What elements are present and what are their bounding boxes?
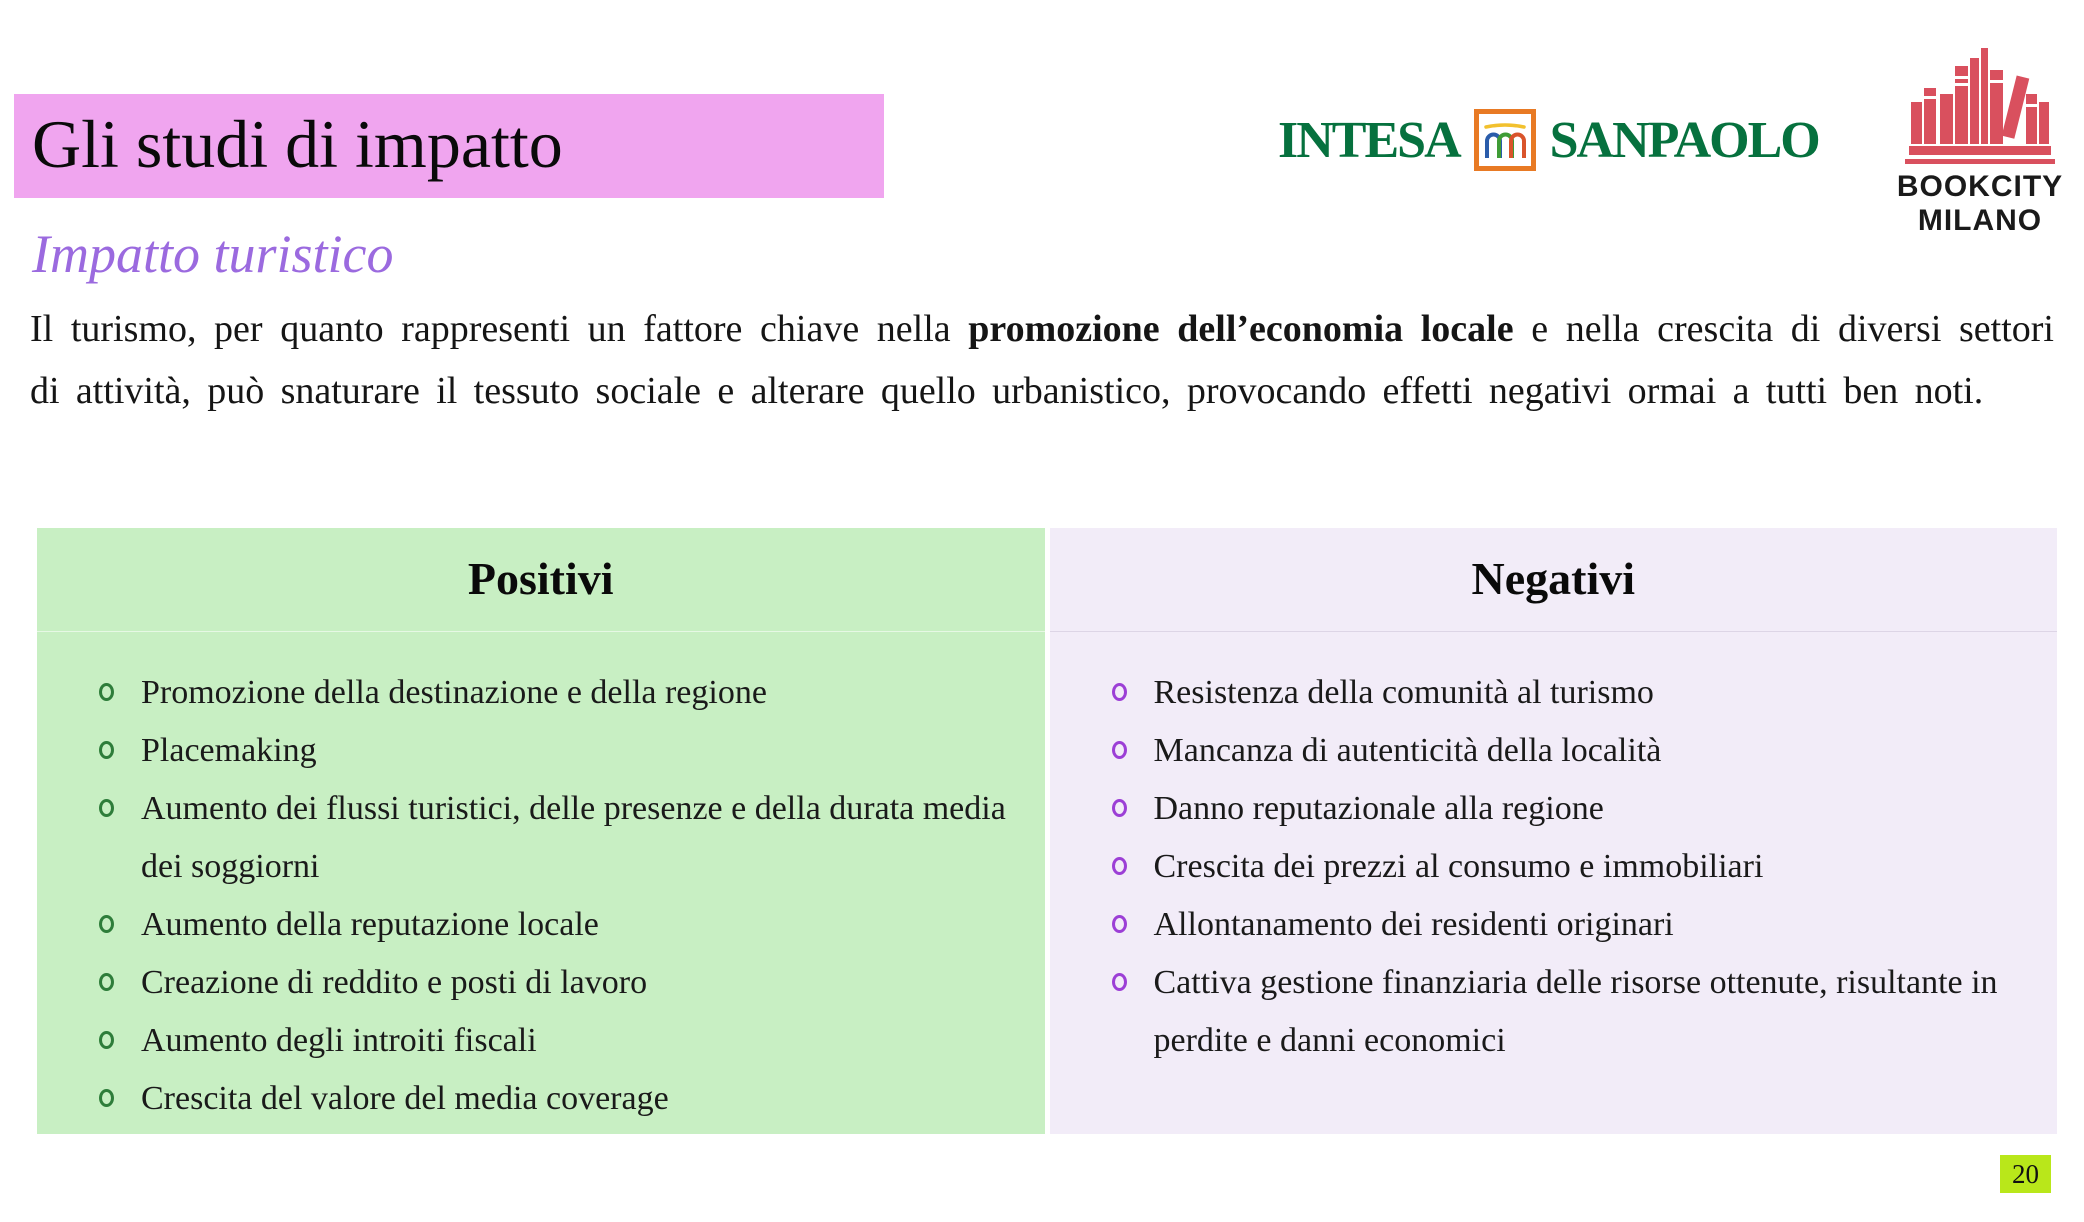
circle-bullet-icon: [1112, 741, 1127, 759]
circle-bullet-icon: [99, 915, 114, 933]
list-item-text: Danno reputazionale alla regione: [1153, 790, 1604, 827]
list-item: [1112, 664, 2028, 722]
bookcity-milano-logo: [1890, 36, 2070, 238]
circle-bullet-icon: [99, 683, 114, 701]
list-item-text: Crescita del valore del media coverage: [141, 1080, 669, 1117]
list-item: [99, 722, 1015, 780]
page-number: 20: [2012, 1158, 2039, 1189]
list-item-text: Resistenza della comunità al turismo: [1153, 674, 1654, 711]
positive-column-header: Positivi: [37, 528, 1045, 632]
list-item-text: Allontanamento dei residenti originari: [1153, 906, 1674, 943]
circle-bullet-icon: [99, 799, 114, 817]
circle-bullet-icon: [1112, 683, 1127, 701]
list-item: [99, 1012, 1015, 1070]
list-item-text: Promozione della destinazione e della regione: [141, 674, 767, 711]
bookcity-wordmark-line2: MILANO: [1917, 204, 2043, 237]
list-item-text: Creazione di reddito e posti di lavoro: [141, 964, 648, 1001]
page-title: Gli studi di impatto: [32, 106, 563, 182]
list-item: [99, 896, 1015, 954]
circle-bullet-icon: [99, 741, 114, 759]
title-highlight-bar: [14, 94, 884, 198]
negative-items-list: [1050, 632, 2058, 1070]
circle-bullet-icon: [1112, 857, 1127, 875]
circle-bullet-icon: [1112, 915, 1127, 933]
list-item: [1112, 896, 2028, 954]
list-item-text: Aumento degli introiti fiscali: [141, 1022, 537, 1059]
circle-bullet-icon: [1112, 973, 1127, 991]
list-item: [99, 1070, 1015, 1128]
bookcity-wordmark-line1: BOOKCITY: [1896, 170, 2064, 203]
positive-items-list: [37, 632, 1045, 1128]
negative-column-header: Negativi: [1050, 528, 2058, 632]
list-item: [1112, 722, 2028, 780]
negative-impacts-column: [1050, 528, 2058, 1134]
aqueduct-arches-icon: [1474, 109, 1536, 171]
list-item: [1112, 954, 2028, 1070]
impact-comparison-table: [37, 528, 2057, 1134]
intro-bold-phrase: promozione dell’economia locale: [968, 308, 1514, 350]
intro-text-after: e nella crescita di diversi settori di attività, può snaturare il tessuto sociale e alterare quello urbanistico, provocando effetti negativi ormai a tutti ben noti.: [30, 308, 2054, 412]
list-item-text: Aumento dei flussi turistici, delle presenze e della durata media dei soggiorni: [141, 790, 1006, 885]
list-item: [99, 664, 1015, 722]
page-number-badge: [2000, 1155, 2051, 1193]
intro-paragraph: [30, 298, 2054, 422]
page-subtitle: Impatto turistico: [32, 224, 394, 284]
list-item: [99, 954, 1015, 1012]
circle-bullet-icon: [1112, 799, 1127, 817]
list-item-text: Placemaking: [141, 732, 317, 769]
list-item: [1112, 838, 2028, 896]
positive-impacts-column: [37, 528, 1045, 1134]
circle-bullet-icon: [99, 1089, 114, 1107]
list-item-text: Aumento della reputazione locale: [141, 906, 599, 943]
list-item-text: Crescita dei prezzi al consumo e immobiliari: [1153, 848, 1764, 885]
intesa-sanpaolo-logo: [1278, 98, 1819, 182]
sanpaolo-wordmark: SANPAOLO: [1549, 111, 1819, 169]
circle-bullet-icon: [99, 1031, 114, 1049]
list-item-text: Cattiva gestione finanziaria delle risorse ottenute, risultante in perdite e danni economici: [1153, 964, 1998, 1059]
circle-bullet-icon: [99, 973, 114, 991]
list-item-text: Mancanza di autenticità della località: [1153, 732, 1662, 769]
intro-text-before: Il turismo, per quanto rappresenti un fattore chiave nella: [30, 308, 969, 350]
intesa-wordmark: INTESA: [1278, 111, 1460, 169]
list-item: [1112, 780, 2028, 838]
book-skyline-icon: [1905, 36, 2055, 164]
list-item: [99, 780, 1015, 896]
